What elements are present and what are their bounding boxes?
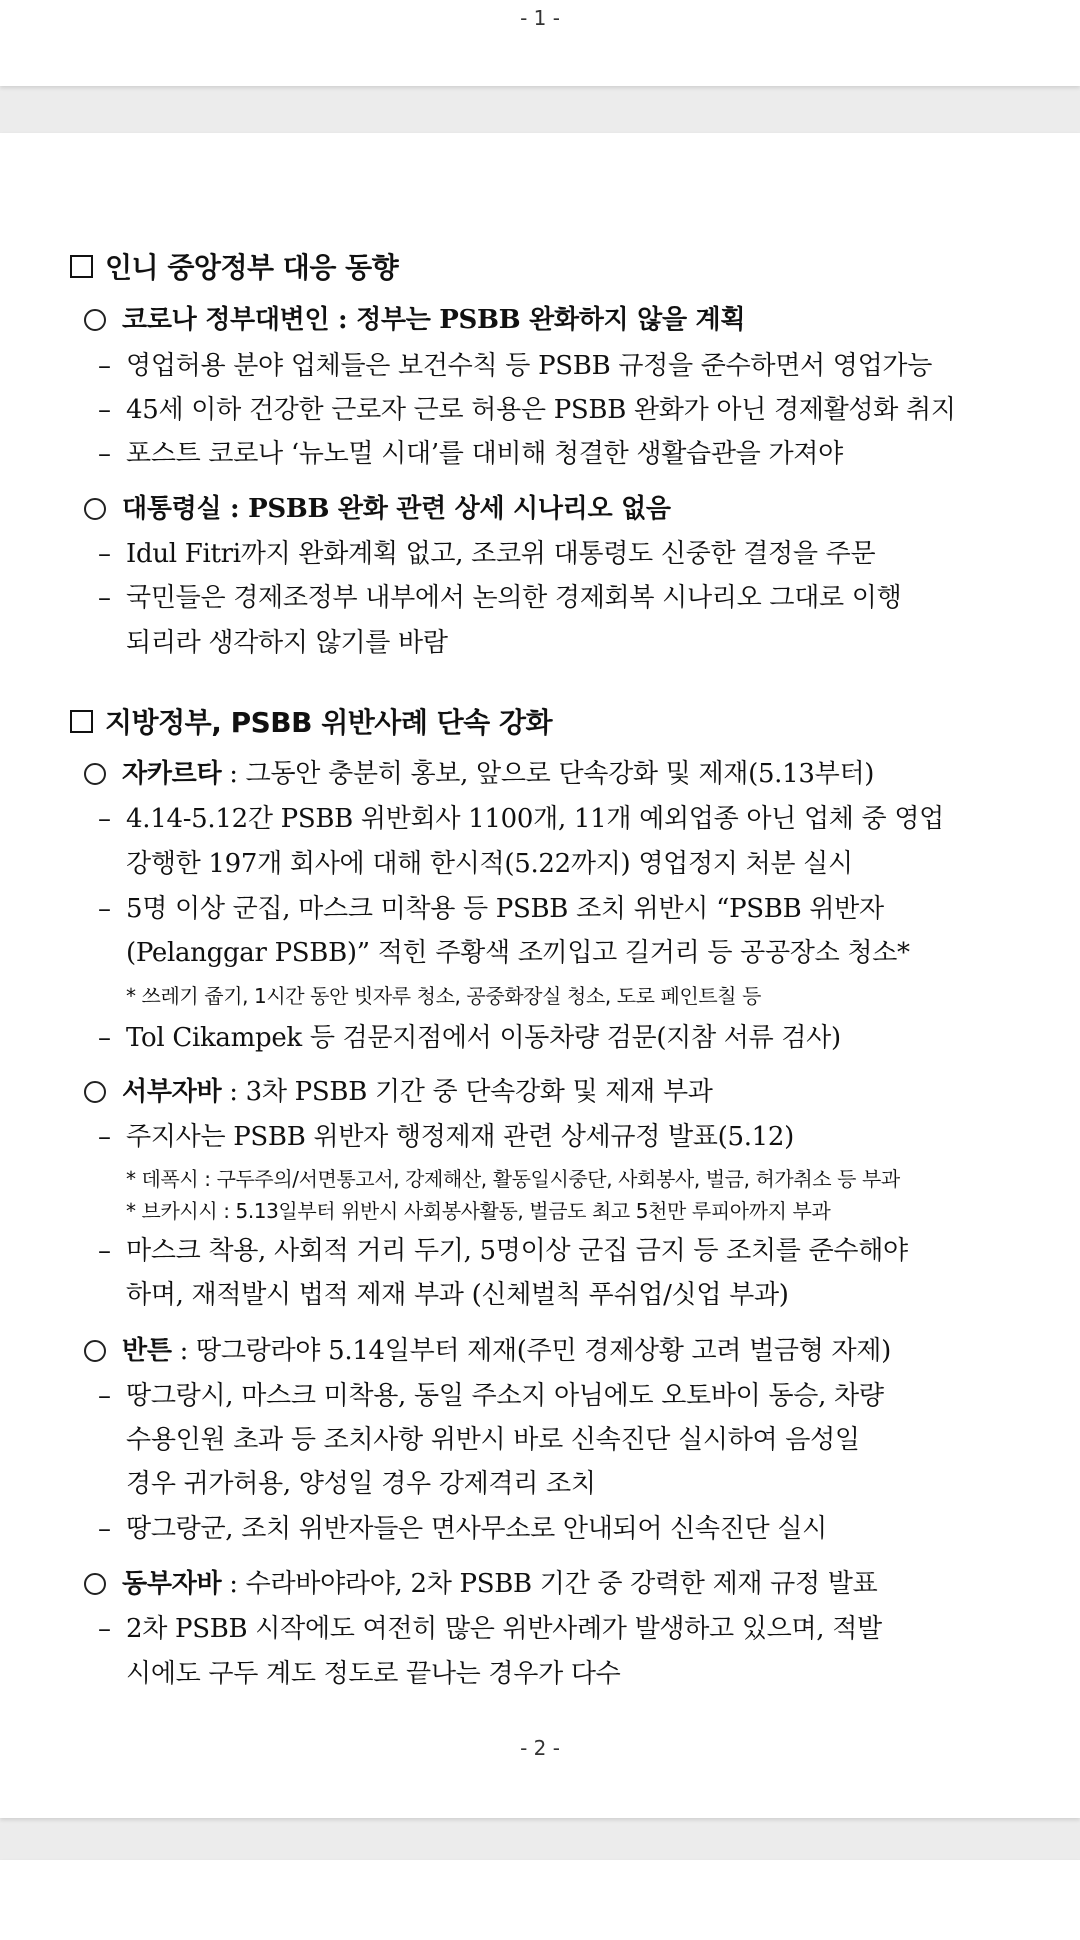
dash-item: – Idul Fitri까지 완화계획 없고, 조코위 대통령도 신중한 결정을 주문 [98, 539, 876, 569]
continuation-line: 시에도 구두 계도 정도로 끝나는 경우가 다수 [126, 1659, 621, 1689]
checkbox-square-icon [70, 710, 93, 733]
footnote: * 브카시시 : 5.13일부터 위반시 사회봉사활동, 벌금도 최고 5천만 루피아까지 부과 [126, 1199, 831, 1223]
dash-item: – 2차 PSBB 시작에도 여전히 많은 위반사례가 발생하고 있으며, 적발 [98, 1614, 882, 1644]
dash-item: – 주지사는 PSBB 위반자 행정제재 관련 상세규정 발표(5.12) [98, 1122, 794, 1152]
bullet-item: 동부자바 : 수라바야라야, 2차 PSBB 기간 중 강력한 제재 규정 발표 [84, 1563, 877, 1600]
dash-item: – 영업허용 분야 업체들은 보건수칙 등 PSBB 규정을 준수하면서 영업가능 [98, 351, 933, 381]
continuation-line: (Pelanggar PSBB)” 적힌 주황색 조끼입고 길거리 등 공공장소 청소* [126, 938, 910, 968]
dash-item: – 마스크 착용, 사회적 거리 두기, 5명이상 군집 금지 등 조치를 준수해야 [98, 1236, 908, 1266]
dash-item: – 5명 이상 군집, 마스크 미착용 등 PSBB 조치 위반시 “PSBB 위반자 [98, 894, 884, 924]
circle-bullet-icon [84, 1081, 106, 1103]
circle-bullet-icon [84, 1573, 106, 1595]
dash-item: – 땅그랑군, 조치 위반자들은 면사무소로 안내되어 신속진단 실시 [98, 1514, 827, 1544]
footnote: * 쓰레기 줍기, 1시간 동안 빗자루 청소, 공중화장실 청소, 도로 페인트칠 등 [126, 984, 762, 1008]
bullet-item: 코로나 정부대변인 : 정부는 PSBB 완화하지 않을 계획 [84, 299, 745, 336]
bullet-item: 자카르타 : 그동안 충분히 홍보, 앞으로 단속강화 및 제재(5.13부터) [84, 753, 874, 790]
circle-bullet-icon [84, 763, 106, 785]
continuation-line: 되리라 생각하지 않기를 바람 [126, 628, 448, 658]
circle-bullet-icon [84, 309, 106, 331]
dash-item: – Tol Cikampek 등 검문지점에서 이동차량 검문(지참 서류 검사) [98, 1023, 841, 1053]
bullet-item: 반튼 : 땅그랑라야 5.14일부터 제재(주민 경제상황 고려 벌금형 자제) [84, 1330, 891, 1367]
dash-item: – 45세 이하 건강한 근로자 근로 허용은 PSBB 완화가 아닌 경제활성화 취지 [98, 395, 956, 425]
next-page [0, 1860, 1080, 1940]
bullet-item: 서부자바 : 3차 PSBB 기간 중 단속강화 및 제재 부과 [84, 1071, 713, 1108]
footnote: * 데폭시 : 구두주의/서면통고서, 강제해산, 활동일시중단, 사회봉사, 벌금, 허가취소 등 부과 [126, 1167, 900, 1191]
section-heading: 인니 중앙정부 대응 동향 [70, 246, 398, 286]
continuation-line: 하며, 재적발시 법적 제재 부과 (신체벌칙 푸쉬업/싯업 부과) [126, 1280, 789, 1310]
page-number-bottom: - 2 - [520, 1736, 560, 1760]
dash-item: – 땅그랑시, 마스크 미착용, 동일 주소지 아님에도 오토바이 동승, 차량 [98, 1381, 884, 1411]
circle-bullet-icon [84, 498, 106, 520]
previous-page [0, 0, 1080, 86]
section-heading: 지방정부, PSBB 위반사례 단속 강화 [70, 701, 552, 741]
dash-item: – 국민들은 경제조정부 내부에서 논의한 경제회복 시나리오 그대로 이행 [98, 583, 902, 613]
continuation-line: 강행한 197개 회사에 대해 한시적(5.22까지) 영업정지 처분 실시 [126, 849, 853, 879]
checkbox-square-icon [70, 255, 93, 278]
continuation-line: 수용인원 초과 등 조치사항 위반시 바로 신속진단 실시하여 음성일 [126, 1425, 860, 1455]
document-page [0, 133, 1080, 1818]
dash-item: – 포스트 코로나 ‘뉴노멀 시대’를 대비해 청결한 생활습관을 가져야 [98, 439, 843, 469]
page-number-top: - 1 - [520, 6, 560, 30]
continuation-line: 경우 귀가허용, 양성일 경우 강제격리 조치 [126, 1469, 596, 1499]
bullet-item: 대통령실 : PSBB 완화 관련 상세 시나리오 없음 [84, 488, 671, 525]
circle-bullet-icon [84, 1340, 106, 1362]
dash-item: – 4.14-5.12간 PSBB 위반회사 1100개, 11개 예외업종 아닌 업체 중 영업 [98, 804, 944, 834]
